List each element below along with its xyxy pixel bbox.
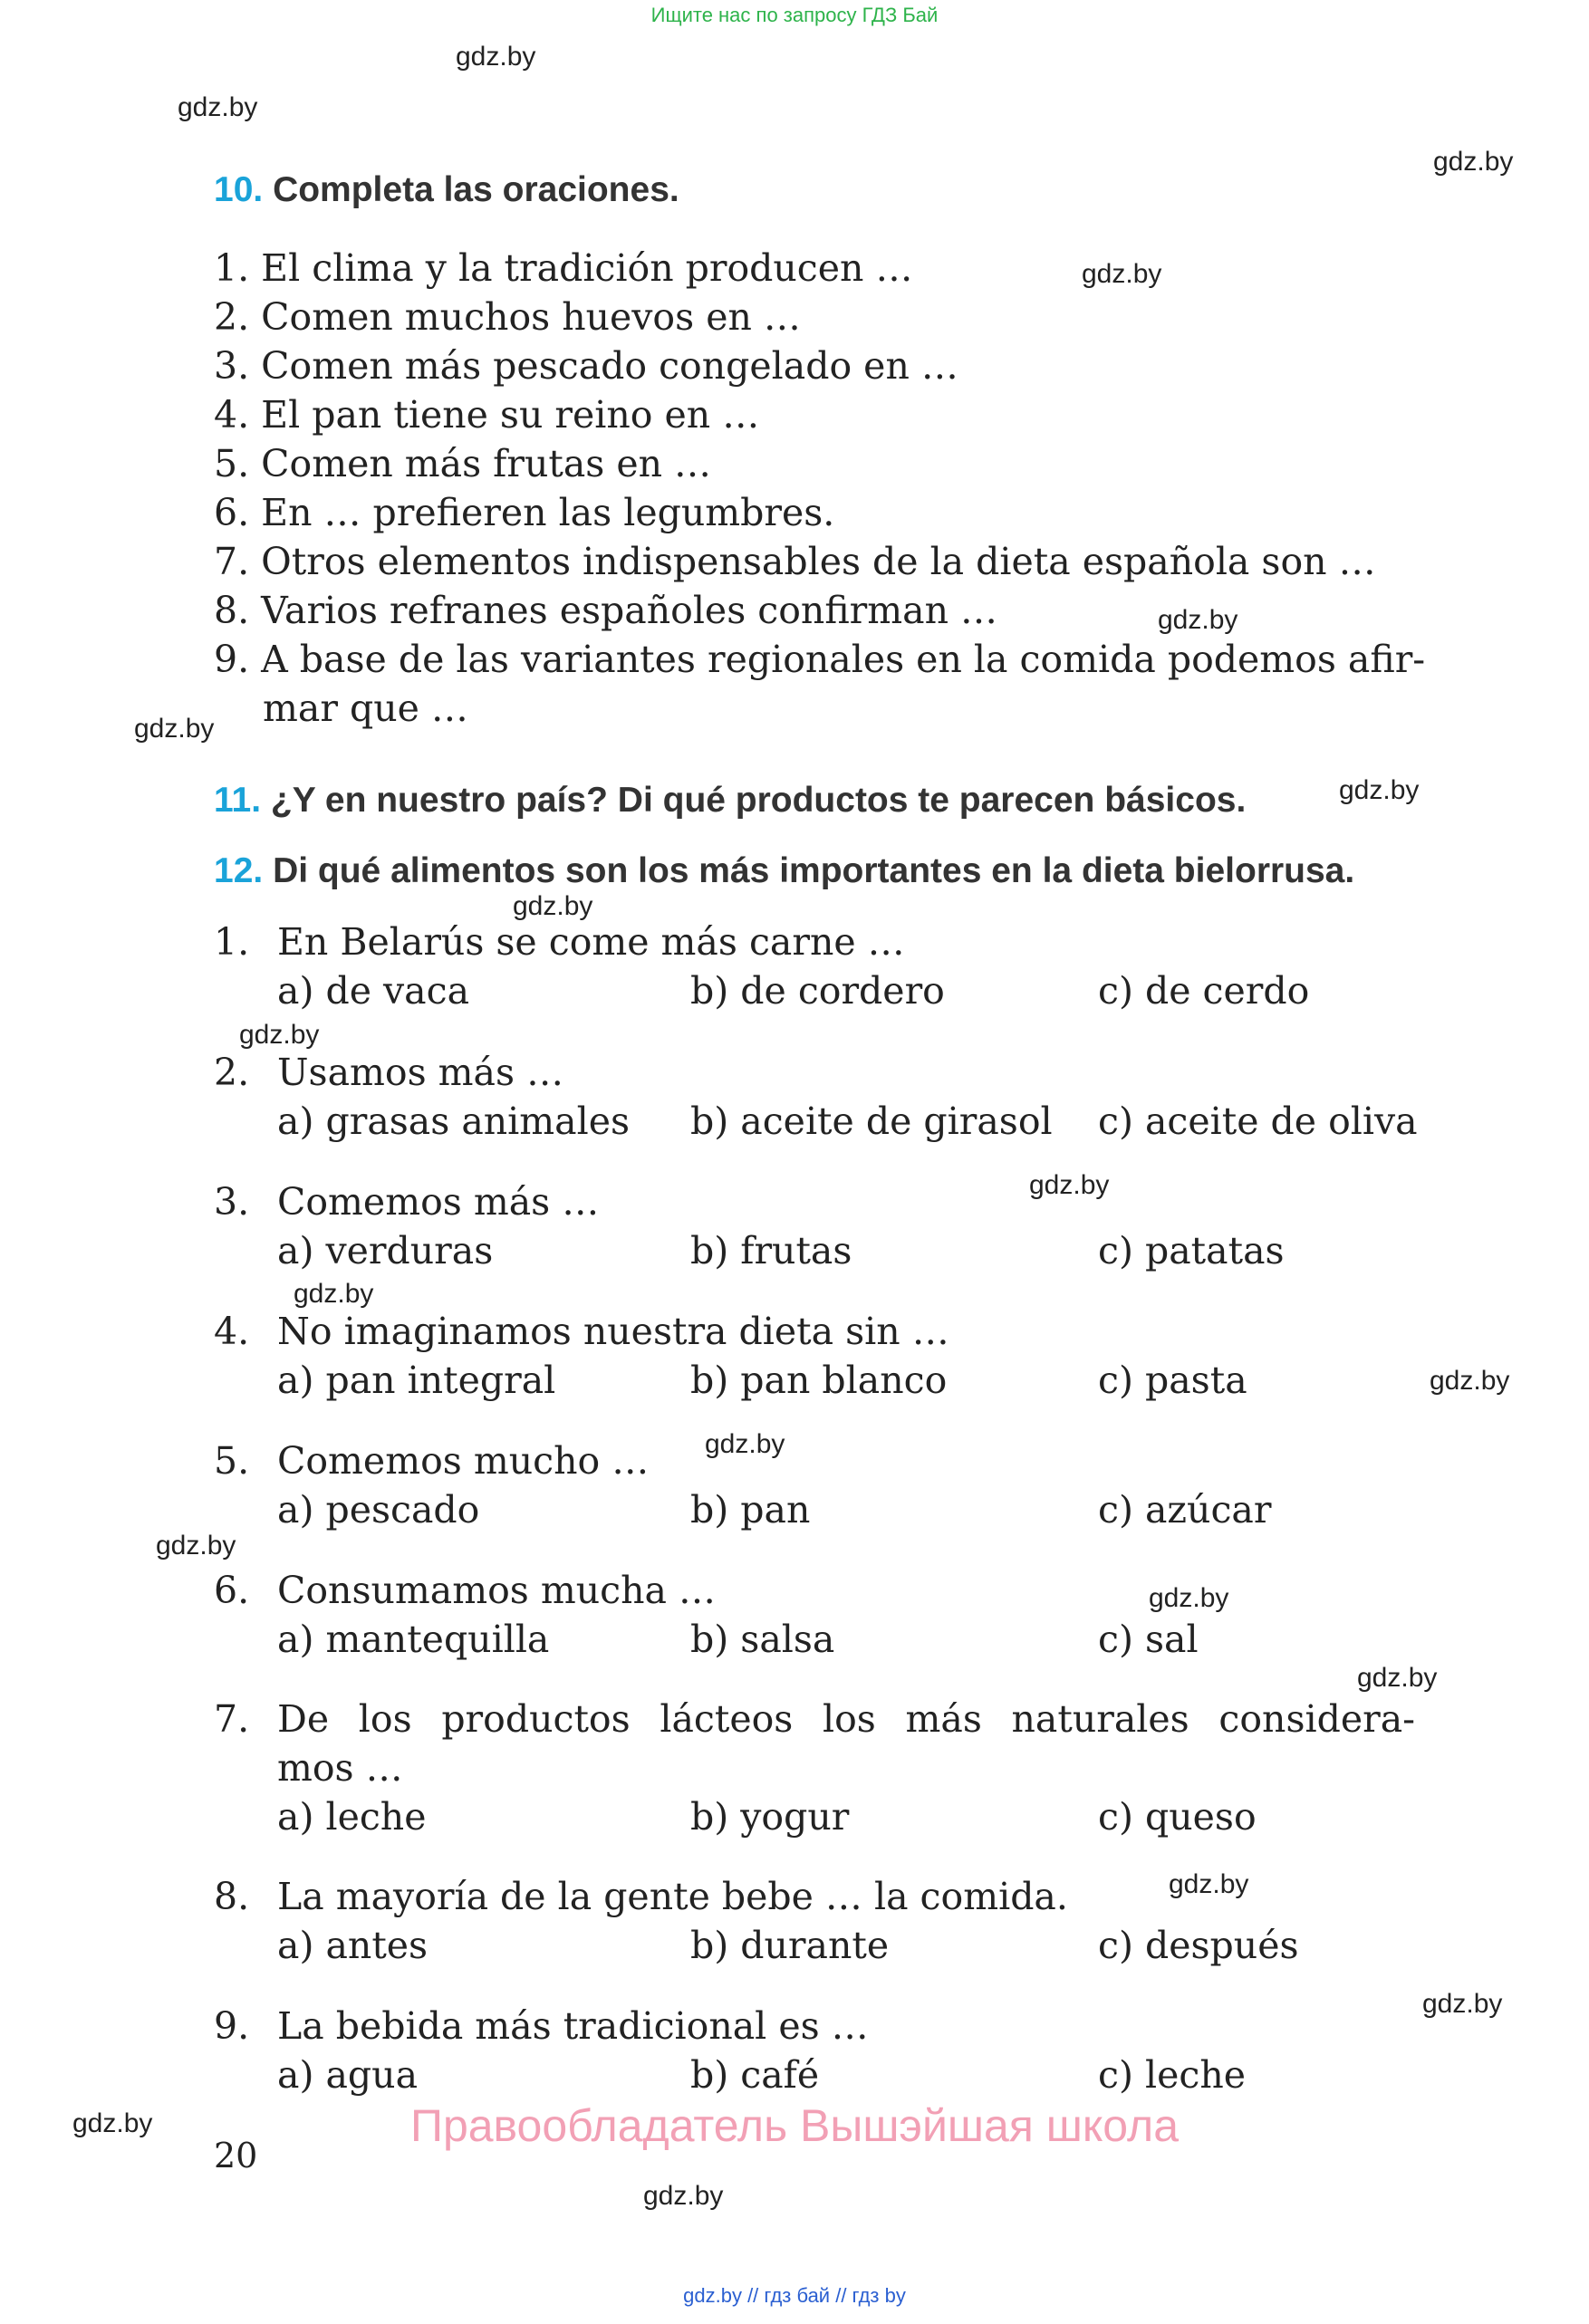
exercise-number: 12.: [214, 851, 264, 890]
option-c: c) leche: [1098, 2053, 1246, 2097]
option-c: c) después: [1098, 1924, 1299, 1967]
question-number: 2.: [214, 1051, 250, 1094]
ex10-item: 3. Comen más pescado congelado en …: [214, 344, 958, 388]
option-c: c) queso: [1098, 1795, 1257, 1839]
watermark: gdz.by: [239, 1020, 320, 1050]
watermark: gdz.by: [178, 92, 258, 122]
watermark: gdz.by: [294, 1279, 374, 1309]
top-banner: Ищите нас по запросу ГДЗ Бай: [650, 4, 939, 26]
question-number: 6.: [214, 1569, 250, 1612]
option-c: c) patatas: [1098, 1229, 1285, 1272]
option-a: a) leche: [277, 1795, 427, 1839]
ex10-item: 5. Comen más frutas en …: [214, 442, 712, 485]
watermark: gdz.by: [705, 1429, 785, 1459]
option-b: b) de cordero: [690, 969, 945, 1013]
question-text-continuation: mos …: [277, 1746, 403, 1790]
option-a: a) pescado: [277, 1488, 480, 1532]
question-text: De los productos lácteos los más naturales considera-: [277, 1697, 1415, 1741]
question-number: 7.: [214, 1697, 250, 1741]
watermark: gdz.by: [1339, 775, 1420, 805]
watermark: gdz.by: [1357, 1663, 1438, 1693]
question-text: En Belarús se come más carne …: [277, 920, 905, 964]
option-a: a) pan integral: [277, 1359, 556, 1402]
exercise-title: ¿Y en nuestro país? Di qué productos te parecen básicos.: [270, 781, 1247, 820]
question-text: Comemos más …: [277, 1180, 600, 1224]
question-text: No imaginamos nuestra dieta sin …: [277, 1310, 949, 1353]
page-number: 20: [214, 2136, 258, 2175]
ex10-item: 7. Otros elementos indispensables de la dieta española son …: [214, 540, 1376, 583]
question-text: Usamos más …: [277, 1051, 564, 1094]
watermark: gdz.by: [1433, 147, 1514, 177]
question-text: Consumamos mucha …: [277, 1569, 716, 1612]
question-number: 1.: [214, 920, 250, 964]
watermark: gdz.by: [456, 42, 536, 72]
option-c: c) aceite de oliva: [1098, 1100, 1418, 1143]
option-c: c) de cerdo: [1098, 969, 1310, 1013]
ex10-item: 2. Comen muchos huevos en …: [214, 295, 801, 339]
option-a: a) antes: [277, 1924, 429, 1967]
option-b: b) frutas: [690, 1229, 852, 1272]
watermark: gdz.by: [513, 891, 593, 921]
option-b: b) yogur: [690, 1795, 850, 1839]
ex10-item: 6. En … prefieren las legumbres.: [214, 491, 835, 534]
option-b: b) café: [690, 2053, 820, 2097]
option-c: c) pasta: [1098, 1359, 1247, 1402]
option-a: a) mantequilla: [277, 1618, 550, 1661]
question-text: Comemos mucho …: [277, 1439, 650, 1483]
watermark: gdz.by: [1158, 605, 1238, 635]
watermark: gdz.by: [1430, 1366, 1510, 1396]
option-a: a) agua: [277, 2053, 419, 2097]
ex10-item-continuation: mar que …: [263, 687, 468, 730]
exercise-number: 10.: [214, 170, 264, 209]
option-b: b) pan: [690, 1488, 811, 1532]
ex10-item: 1. El clima y la tradición producen …: [214, 246, 913, 290]
option-c: c) sal: [1098, 1618, 1199, 1661]
option-a: a) grasas animales: [277, 1100, 631, 1143]
exercise-12-heading: [214, 851, 1354, 891]
watermark: gdz.by: [156, 1531, 236, 1561]
exercise-number: 11.: [214, 781, 262, 820]
option-b: b) pan blanco: [690, 1359, 948, 1402]
option-a: a) de vaca: [277, 969, 470, 1013]
watermark: gdz.by: [72, 2108, 153, 2138]
option-b: b) aceite de girasol: [690, 1100, 1053, 1143]
exercise-title: Completa las oraciones.: [273, 170, 679, 209]
watermark: gdz.by: [643, 2181, 724, 2211]
footer-links: gdz.by // гдз бай // гдз by: [683, 2284, 906, 2307]
question-number: 9.: [214, 2004, 250, 2048]
question-number: 4.: [214, 1310, 250, 1353]
option-b: b) salsa: [690, 1618, 835, 1661]
rights-holder-notice: Правообладатель Вышэйшая школа: [410, 2100, 1179, 2151]
watermark: gdz.by: [1149, 1583, 1229, 1613]
option-a: a) verduras: [277, 1229, 494, 1272]
ex10-item: 9. A base de las variantes regionales en la comida podemos afir-: [214, 638, 1426, 681]
exercise-title: Di qué alimentos son los más importantes en la dieta bielorrusa.: [273, 851, 1355, 890]
question-number: 5.: [214, 1439, 250, 1483]
question-text: La mayoría de la gente bebe … la comida.: [277, 1875, 1068, 1918]
watermark: gdz.by: [1422, 1989, 1503, 2019]
ex10-item: 4. El pan tiene su reino en …: [214, 393, 760, 437]
option-b: b) durante: [690, 1924, 890, 1967]
question-number: 8.: [214, 1875, 250, 1918]
question-number: 3.: [214, 1180, 250, 1224]
watermark: gdz.by: [1082, 259, 1162, 289]
exercise-10-heading: [214, 170, 679, 210]
question-text: La bebida más tradicional es …: [277, 2004, 869, 2048]
watermark: gdz.by: [1169, 1869, 1249, 1899]
watermark: gdz.by: [1029, 1170, 1110, 1200]
watermark: gdz.by: [134, 714, 215, 744]
ex10-item: 8. Varios refranes españoles confirman …: [214, 589, 998, 632]
option-c: c) azúcar: [1098, 1488, 1272, 1532]
exercise-11-heading: [214, 781, 1246, 821]
